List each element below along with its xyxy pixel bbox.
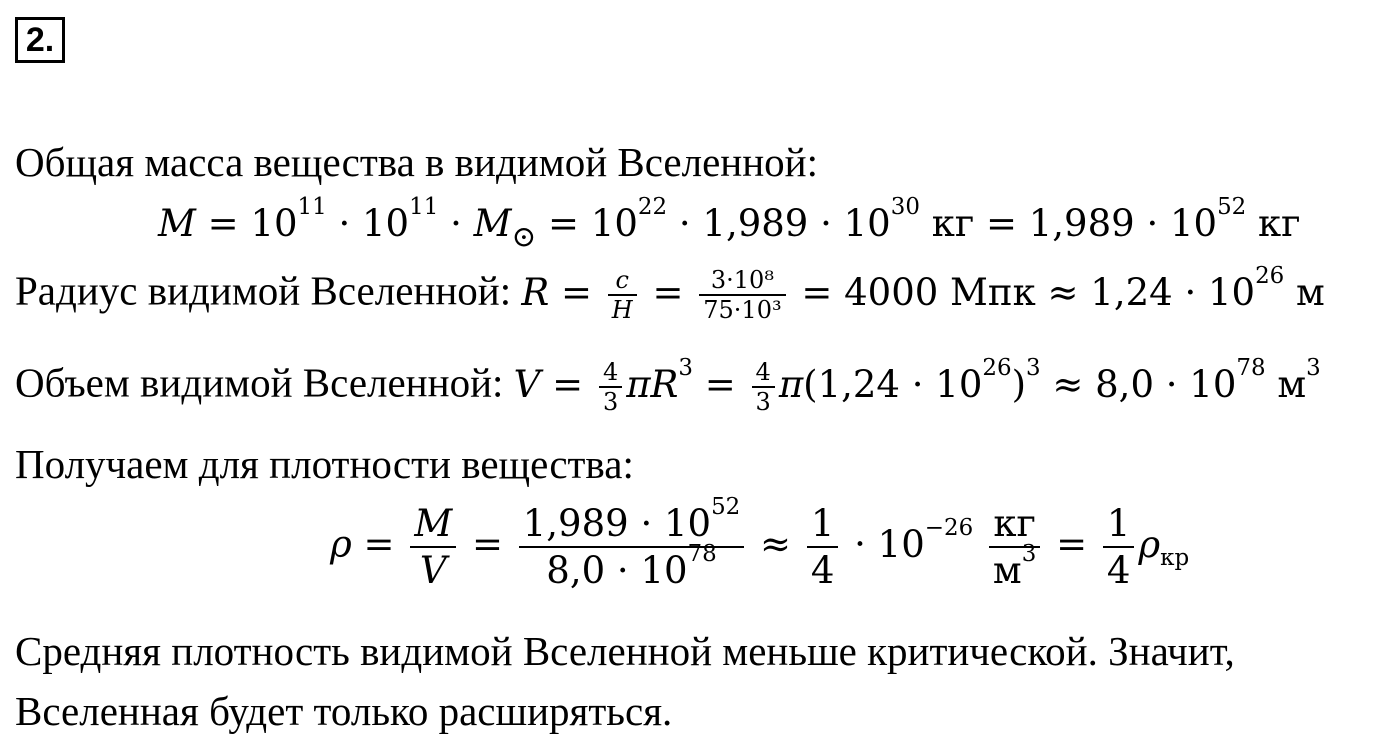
fraction-denominator: $8,0 \cdot 10^{78}$	[546, 541, 717, 592]
equals-sign: =	[1056, 522, 1088, 566]
unit: кг	[1258, 202, 1301, 245]
numeric-fraction	[699, 268, 785, 322]
equals-sign: =	[704, 362, 736, 406]
four-thirds-fraction	[599, 360, 622, 414]
unit: м	[1296, 270, 1325, 314]
fraction-denominator: H	[611, 296, 633, 324]
problem-number: 2.	[15, 17, 65, 63]
equals-sign: =	[552, 362, 584, 406]
equals-sign: =	[801, 270, 833, 314]
rho-symbol: ρ	[330, 522, 352, 566]
volume-result: 8,0	[1095, 362, 1154, 406]
density-equation	[330, 494, 1190, 592]
mass-over-volume-fraction	[519, 494, 745, 592]
approx-sign: ≈	[1047, 270, 1079, 314]
pi-symbol: π	[778, 362, 804, 406]
fraction-numerator: c	[608, 268, 637, 296]
fraction-denominator: $м^3$	[992, 541, 1037, 592]
fraction-numerator: M	[410, 505, 456, 548]
mass-intro-text: Общая масса вещества в видимой Вселенной:	[15, 139, 819, 185]
radius-line	[15, 262, 1325, 324]
fraction-denominator: 3	[755, 388, 771, 416]
four-thirds-fraction	[752, 360, 775, 414]
mass-equation	[158, 194, 1301, 254]
fraction-numerator: 1	[1103, 505, 1135, 548]
fraction-denominator: 4	[810, 549, 835, 592]
coefficient: 1,989	[1028, 202, 1135, 245]
equals-sign: =	[985, 202, 1017, 245]
volume-equation	[513, 354, 1321, 416]
radius-symbol: R	[650, 362, 679, 406]
radius-symbol: R	[521, 270, 550, 314]
pi-symbol: π	[626, 362, 651, 406]
fraction-denominator: 4	[1106, 549, 1131, 592]
fraction-numerator: 4	[599, 360, 622, 388]
power-term: $10^{78}$	[1189, 354, 1266, 406]
dot-operator: ·	[450, 202, 462, 245]
solar-mass-symbol: $M_⊙$	[473, 202, 537, 254]
power-term: $10^{26}$	[1207, 262, 1285, 314]
fraction-numerator: 1	[807, 505, 839, 548]
mass-symbol: M	[158, 202, 196, 245]
approx-sign: ≈	[760, 522, 792, 566]
one-quarter-fraction	[1103, 502, 1135, 592]
fraction-numerator: кг	[989, 505, 1040, 548]
coefficient: 1,989	[702, 202, 809, 245]
power-term: $10^{30}$	[843, 194, 920, 245]
dot-operator: ·	[678, 202, 691, 245]
dot-operator: ·	[1165, 362, 1178, 406]
fraction-numerator: $1,989 \cdot 10^{52}$	[519, 505, 745, 548]
exponent: 3	[678, 354, 693, 381]
dot-operator: ·	[854, 522, 866, 566]
fraction-numerator: 4	[752, 360, 775, 388]
coefficient: 1,24	[1090, 270, 1173, 314]
radius-intro-text: Радиус видимой Вселенной:	[15, 267, 512, 314]
equals-sign: =	[560, 270, 592, 314]
fraction-denominator: 3	[602, 388, 619, 416]
radius-megaparsec: 4000 Мпк	[844, 270, 1036, 314]
c-over-h-fraction	[608, 268, 637, 322]
power-term: $10^{11}$	[250, 194, 327, 245]
dot-operator: ·	[1184, 270, 1197, 314]
sun-icon: ⊙	[511, 219, 537, 254]
power-term: $10^{52}$	[1169, 194, 1247, 245]
conclusion-line-1: Средняя плотность видимой Вселенной меньше критической. Значит,	[15, 628, 1235, 674]
equals-sign: =	[471, 522, 503, 566]
unit-fraction	[989, 502, 1040, 592]
dot-operator: ·	[1146, 202, 1159, 245]
unit: $м^3$	[1277, 354, 1321, 406]
equals-sign: =	[652, 270, 684, 314]
density-intro-text: Получаем для плотности вещества:	[15, 441, 634, 487]
fraction-numerator: 3·10⁸	[699, 268, 785, 296]
approx-sign: ≈	[1052, 362, 1084, 406]
volume-intro-text: Объем видимой Вселенной:	[15, 359, 504, 406]
fraction-denominator: 75·10³	[703, 296, 782, 324]
dot-operator: ·	[820, 202, 832, 245]
power-term: $10^{22}$	[590, 194, 668, 245]
conclusion-line-2: Вселенная будет только расширяться.	[15, 688, 673, 734]
radius-equation	[521, 262, 1325, 324]
equals-sign: =	[548, 202, 580, 245]
power-term: $10^{26}$	[935, 354, 1012, 406]
dot-operator: ·	[338, 202, 351, 245]
equals-sign: =	[207, 202, 239, 245]
power-term: $10^{11}$	[362, 194, 439, 245]
fraction-denominator: V	[419, 549, 447, 592]
one-quarter-fraction	[807, 502, 839, 592]
coefficient: 1,24	[817, 362, 900, 406]
dot-operator: ·	[911, 362, 924, 406]
volume-line	[15, 354, 1321, 416]
volume-symbol: V	[513, 362, 541, 406]
paren-open: (	[803, 362, 818, 406]
critical-density-symbol: $\rho_{кр}$	[1138, 522, 1190, 571]
m-over-v-fraction	[410, 502, 456, 592]
equals-sign: =	[363, 522, 395, 566]
paren-close: )	[1011, 362, 1026, 406]
power-term: $10^{-26}$	[877, 514, 974, 566]
exponent: 3	[1026, 354, 1041, 381]
unit: кг	[931, 202, 975, 245]
